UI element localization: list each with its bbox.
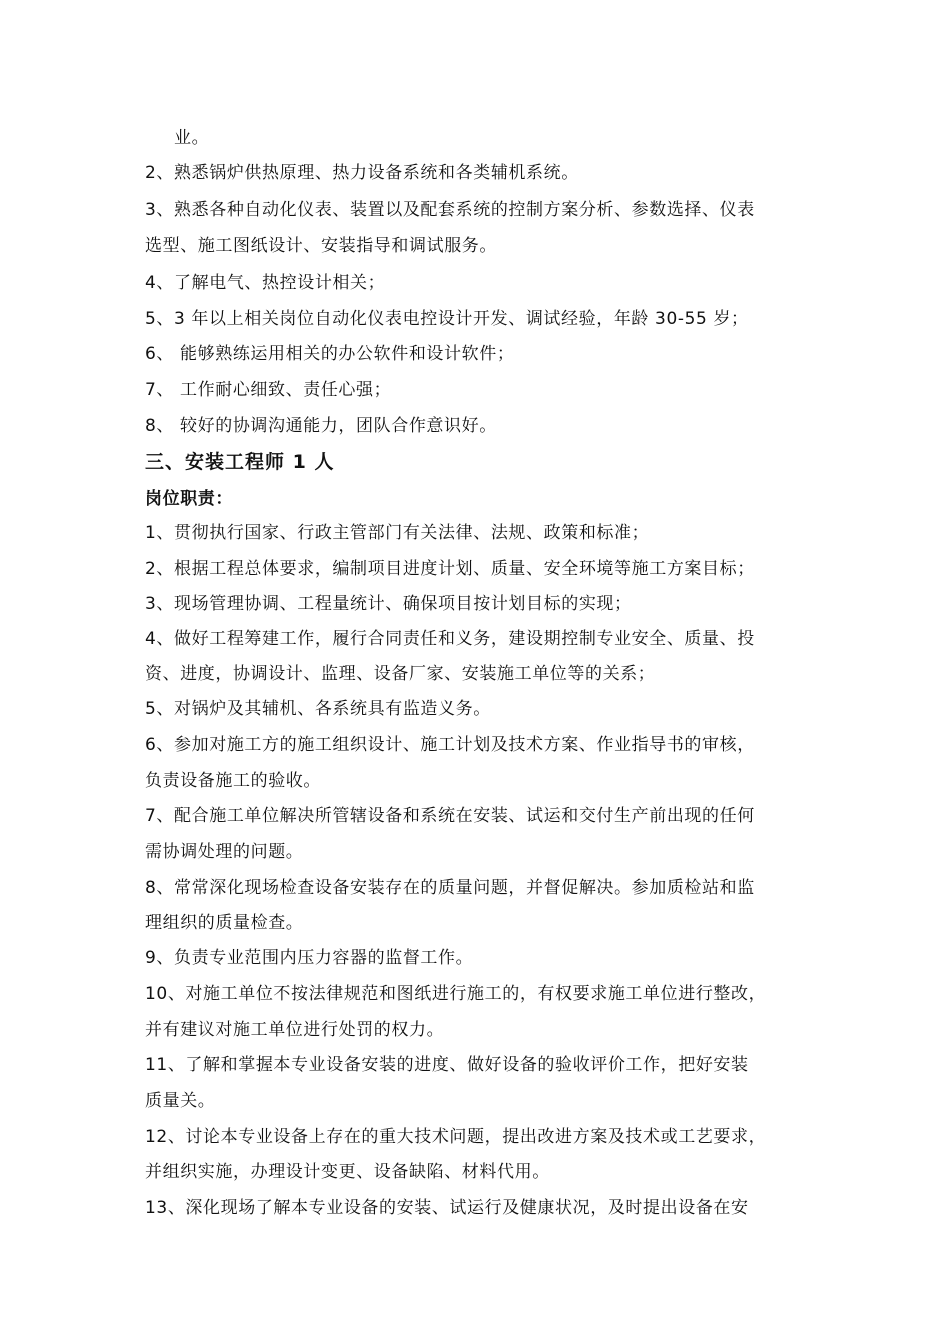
list-item: 6、 能够熟练运用相关的办公软件和设计软件； — [145, 344, 515, 364]
list-item: 13、深化现场了解本专业设备的安装、试运行及健康状况，及时提出设备在安 — [145, 1198, 749, 1218]
list-item: 11、了解和掌握本专业设备安装的进度、做好设备的验收评价工作，把好安装 — [145, 1055, 749, 1075]
list-item: 7、配合施工单位解决所管辖设备和系统在安装、试运和交付生产前出现的任何 — [145, 806, 755, 826]
paragraph-line: 负责设备施工的验收。 — [145, 771, 321, 791]
list-item: 1、贯彻执行国家、行政主管部门有关法律、法规、政策和标准； — [145, 523, 650, 543]
list-item: 12、讨论本专业设备上存在的重大技术问题，提出改进方案及技术或工艺要求， — [145, 1127, 767, 1147]
list-item: 4、做好工程筹建工作，履行合同责任和义务，建设期控制专业安全、质量、投 — [145, 629, 755, 649]
list-item: 8、 较好的协调沟通能力，团队合作意识好。 — [145, 416, 497, 436]
list-item: 2、熟悉锅炉供热原理、热力设备系统和各类辅机系统。 — [145, 163, 579, 183]
paragraph-line: 理组织的质量检查。 — [145, 913, 304, 933]
list-item: 2、根据工程总体要求，编制项目进度计划、质量、安全环境等施工方案目标； — [145, 559, 755, 579]
paragraph-line: 业。 — [174, 128, 210, 148]
list-item: 7、 工作耐心细致、责任心强； — [145, 380, 392, 400]
subsection-heading: 岗位职责： — [145, 489, 233, 509]
list-item: 4、了解电气、热控设计相关； — [145, 273, 386, 293]
list-item: 5、3 年以上相关岗位自动化仪表电控设计开发、调试经验，年龄 30-55 岁； — [145, 309, 749, 329]
list-item: 8、常常深化现场检查设备安装存在的质量问题，并督促解决。参加质检站和监 — [145, 878, 755, 898]
section-heading: 三、安装工程师 1 人 — [145, 451, 335, 473]
list-item: 3、现场管理协调、工程量统计、确保项目按计划目标的实现； — [145, 594, 632, 614]
paragraph-line: 质量关。 — [145, 1091, 216, 1111]
paragraph-line: 选型、施工图纸设计、安装指导和调试服务。 — [145, 236, 497, 256]
list-item: 6、参加对施工方的施工组织设计、施工计划及技术方案、作业指导书的审核， — [145, 735, 755, 755]
paragraph-line: 需协调处理的问题。 — [145, 842, 304, 862]
paragraph-line: 并组织实施，办理设计变更、设备缺陷、材料代用。 — [145, 1162, 550, 1182]
paragraph-line: 资、进度，协调设计、监理、设备厂家、安装施工单位等的关系； — [145, 664, 656, 684]
paragraph-line: 并有建议对施工单位进行处罚的权力。 — [145, 1020, 445, 1040]
list-item: 5、对锅炉及其辅机、各系统具有监造义务。 — [145, 699, 491, 719]
list-item: 9、负责专业范围内压力容器的监督工作。 — [145, 948, 474, 968]
list-item: 10、对施工单位不按法律规范和图纸进行施工的，有权要求施工单位进行整改， — [145, 984, 767, 1004]
list-item: 3、熟悉各种自动化仪表、装置以及配套系统的控制方案分析、参数选择、仪表 — [145, 200, 755, 220]
